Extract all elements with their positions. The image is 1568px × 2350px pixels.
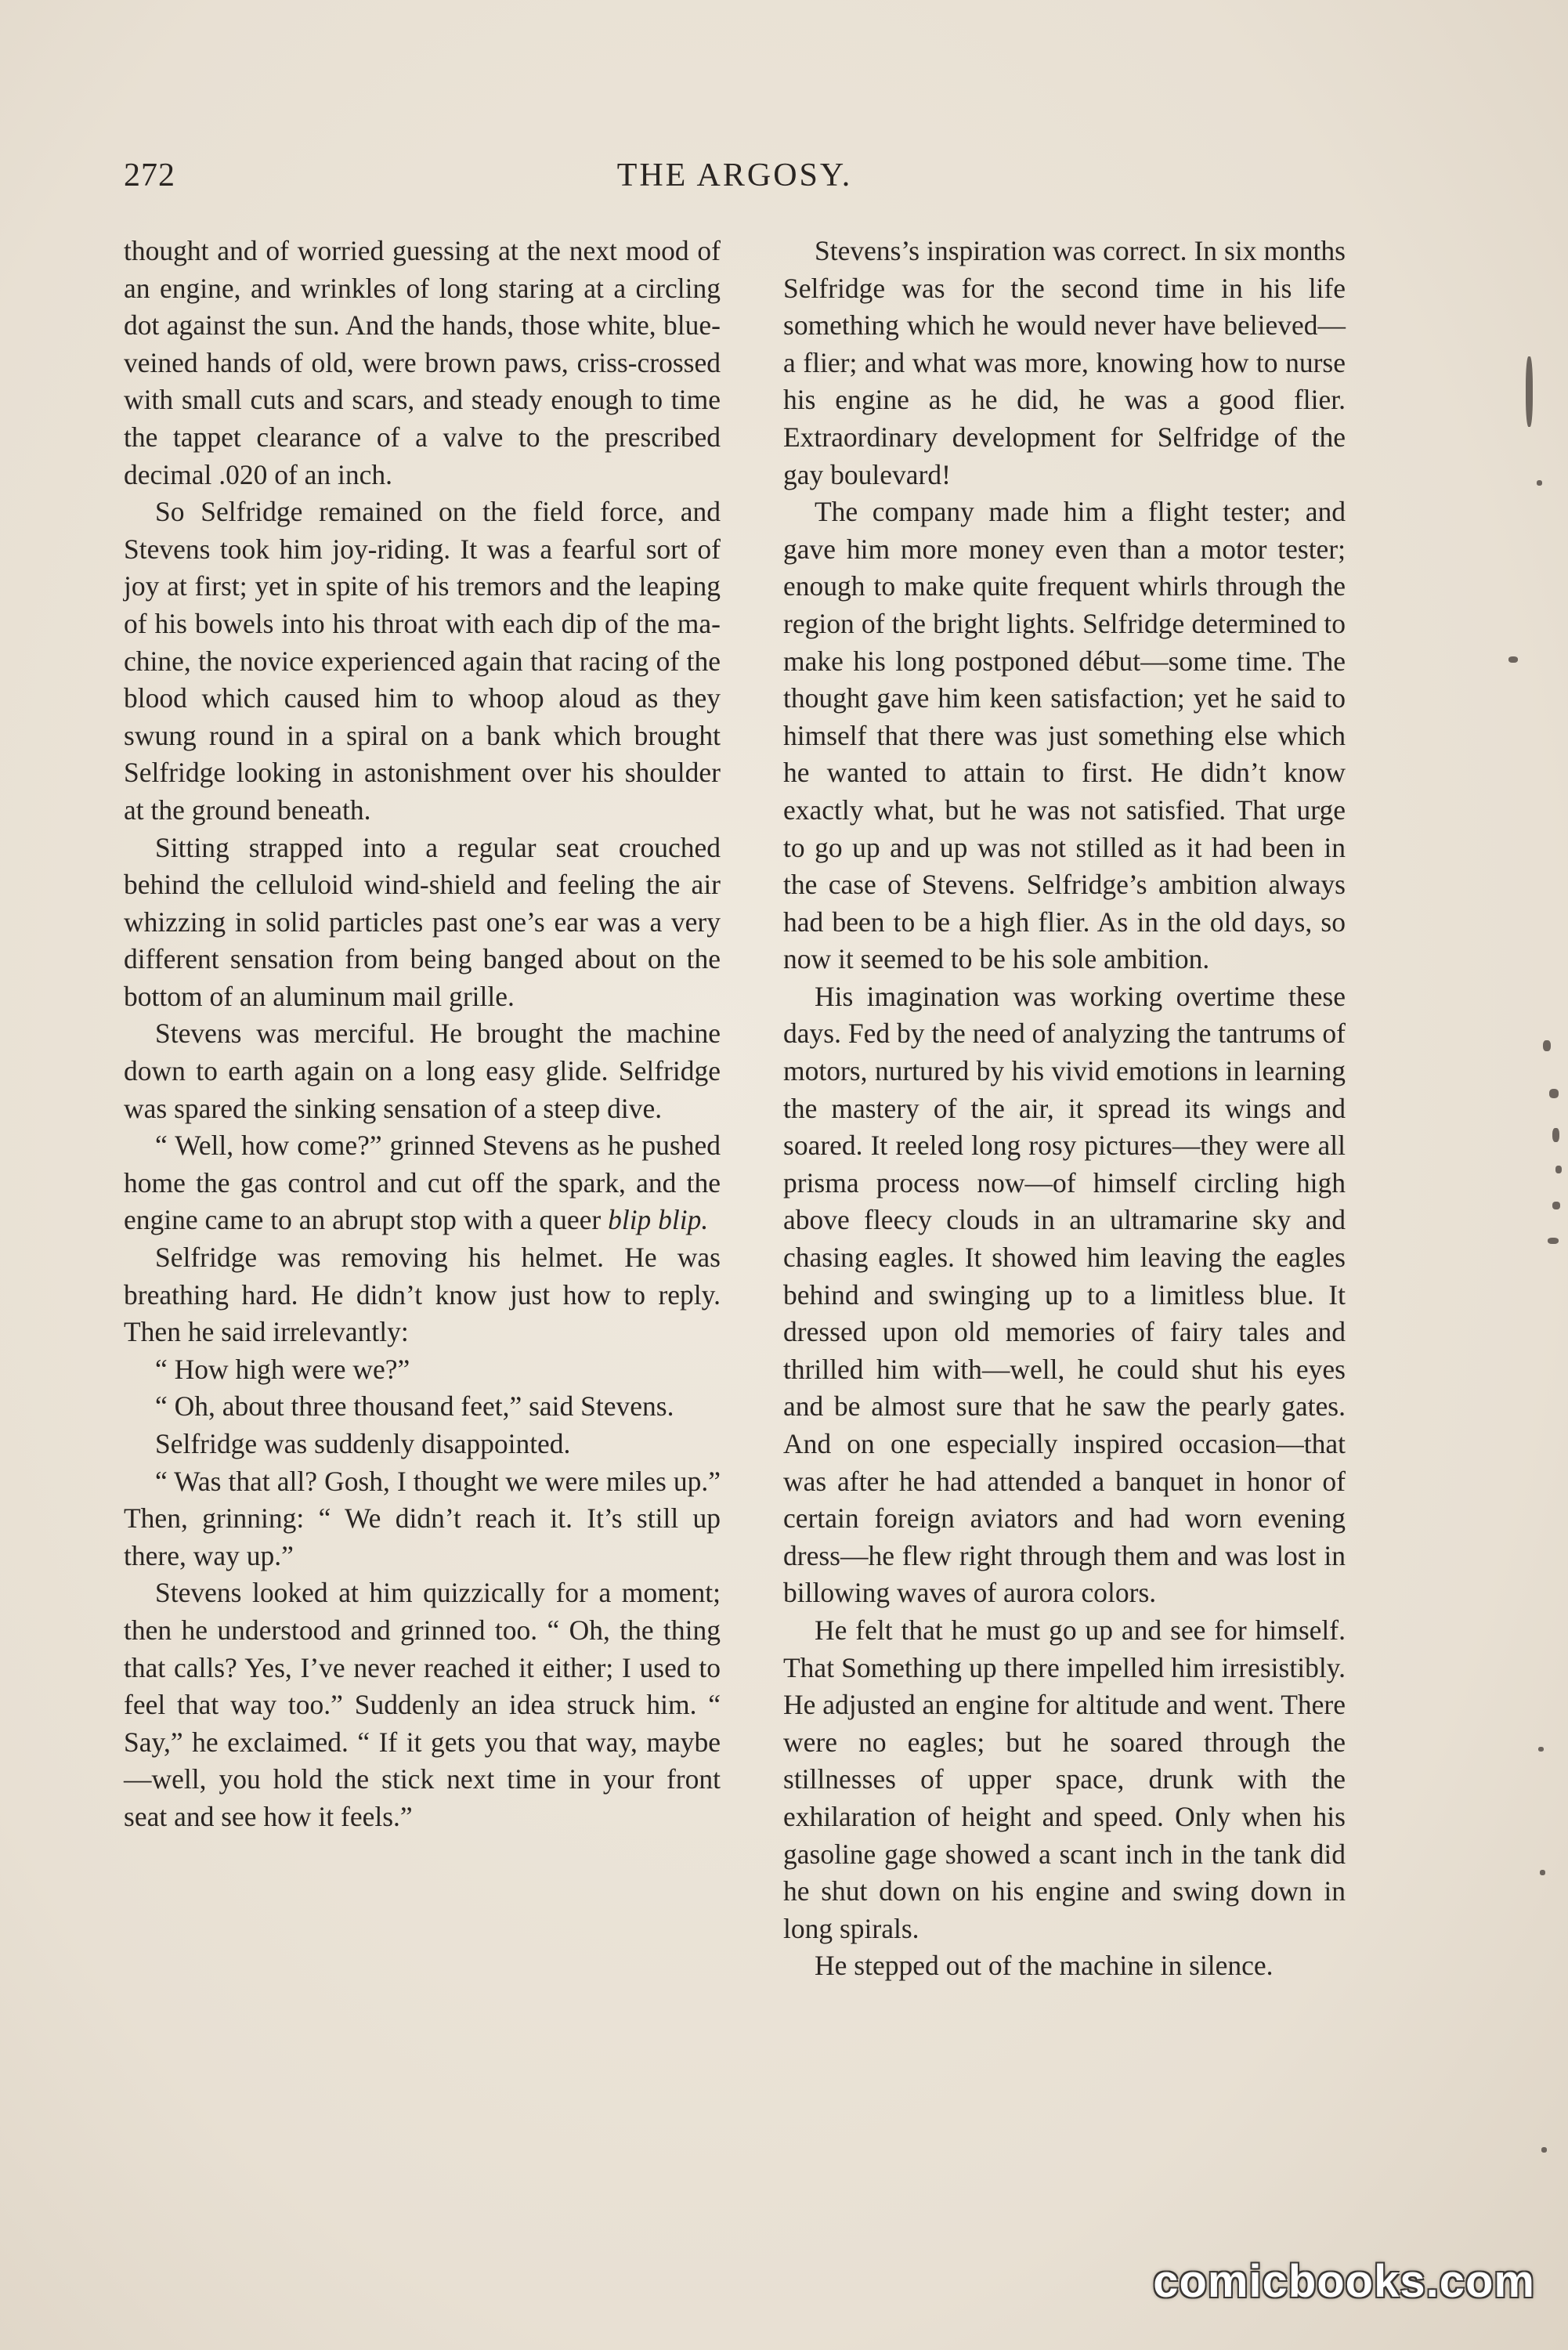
margin-ink-mark <box>1540 1870 1545 1875</box>
paragraph: He stepped out of the machine in silence. <box>815 1950 1274 1982</box>
right-column <box>783 233 1346 1985</box>
paragraph: Stevens looked at him quizzically for a moment; then he understood and grinned too. “ Oh, the thing that calls? Yes, I’ve never reached it either; I used to feel that way too.” Suddenly an idea struck him. “ Say,” he exclaimed. “ If it gets you that way, maybe—well, you hold the stick next time in your front seat and see how it feels.” <box>124 1577 721 1832</box>
paragraph: Selfridge was suddenly disappointed. <box>155 1428 571 1459</box>
margin-ink-mark <box>1537 480 1542 486</box>
margin-ink-mark <box>1555 1166 1562 1173</box>
paragraph: Sitting strapped into a regular seat crouched behind the celluloid wind-shield and feeling the air whizzing in solid particles past one’s ear was a very different sensation from being banged about on the bottom of an aluminum mail grille. <box>124 831 721 1012</box>
page-header <box>124 157 1346 212</box>
margin-ink-mark <box>1549 1089 1559 1098</box>
paragraph: Stevens’s inspiration was correct. In six months Selfridge was for the second time in his life something which he would never have believed—a flier; and what was more, knowing how to nurse his engine as he did, he was a good flier. Extraordinary development for Selfridge of the gay boulevard! <box>783 235 1346 490</box>
paragraph: The company made him a flight tester; and gave him more money even than a motor tester; enough to make quite frequent whirls through the region of the bright lights. Selfridge determined to make his long postponed début—some time. The thought gave him keen satisfaction; yet he said to himself that there was just something else which he wanted to attain to first. He didn’t know exactly what, but he was not satisfied. That urge to go up and up was not stilled as it had been in the case of Stevens. Selfridge’s ambition always had been to be a high flier. As in the old days, so now it seemed to be his sole ambition. <box>783 496 1346 975</box>
margin-ink-mark <box>1526 356 1533 427</box>
paragraph: Stevens was merciful. He brought the machine down to earth again on a long easy glide. Selfridge was spared the sinking sensation of a steep dive. <box>124 1018 721 1124</box>
paragraph: “ Was that all? Gosh, I thought we were miles up.” Then, grinning: “ We didn’t reach it. It’s still up there, way up.” <box>124 1465 721 1571</box>
margin-ink-mark <box>1541 2147 1547 2153</box>
paragraph: His imagination was working overtime these days. Fed by the need of analyzing the tantrums of motors, nurtured by his vivid emotions in learning the mastery of the air, it spread its wings and soared. It reeled long rosy pictures—they were all prisma process now—of himself circling high above fleecy clouds in an ultramarine sky and chasing eagles. It showed him leaving the eagles behind and swinging up to a limitless blue. It dressed upon old memories of fairy tales and thrilled him with—well, he could shut his eyes and be almost sure that he saw the pearly gates. And on one especially inspired occasion—that was after he had attended a banquet in honor of certain foreign aviators and had worn evening dress—he flew right through them and was lost in billowing waves of aurora colors. <box>783 980 1346 1609</box>
margin-ink-mark <box>1552 1202 1560 1209</box>
margin-ink-mark <box>1508 656 1518 663</box>
margin-ink-mark <box>1552 1128 1559 1142</box>
paragraph-text: “ Well, how come?” grinned Stevens as he pushed home the gas control and cut off the spark, and the engine came to an abrupt stop with a queer <box>124 1130 721 1236</box>
italic-sound: blip blip. <box>608 1204 709 1236</box>
paragraph: “ Oh, about three thousand feet,” said Stevens. <box>155 1390 674 1423</box>
paragraph: “ How high were we?” <box>155 1353 410 1385</box>
paragraph <box>124 1127 721 1239</box>
paragraph: Selfridge was removing his helmet. He was breathing hard. He didn’t know just how to reply. Then he said irrelevantly: <box>124 1242 721 1348</box>
margin-ink-mark <box>1548 1238 1559 1244</box>
margin-ink-mark <box>1543 1040 1551 1051</box>
page-number: 272 <box>124 157 175 193</box>
margin-ink-mark <box>1538 1747 1544 1752</box>
watermark-logo: comicbooks.com <box>1153 2256 1535 2307</box>
left-column <box>124 233 721 1836</box>
paragraph: So Selfridge remained on the field force, and Stevens took him joy-riding. It was a fearful sort of joy at first; yet in spite of his tremors and the leaping of his bowels into his throat with each dip of the machine, the novice experienced again that racing of the blood which caused him to whoop aloud as they swung round in a spiral on a bank which brought Selfridge looking in astonishment over his shoulder at the ground beneath. <box>124 496 721 826</box>
paragraph: thought and of worried guessing at the next mood of an engine, and wrinkles of long staring at a circling dot against the sun. And the hands, those white, blue-veined hands of old, were brown paws, criss-crossed with small cuts and scars, and steady enough to time the tappet clearance of a valve to the prescribed decimal .020 of an inch. <box>124 235 721 490</box>
paragraph: He felt that he must go up and see for himself. That Something up there impelled him irresistibly. He adjusted an engine for altitude and went. There were no eagles; but he soared through the stillnesses of upper space, drunk with the exhilaration of height and speed. Only when his gasoline gage showed a scant inch in the tank did he shut down on his engine and swing down in long spirals. <box>783 1614 1346 1944</box>
running-title: THE ARGOSY. <box>616 157 853 193</box>
